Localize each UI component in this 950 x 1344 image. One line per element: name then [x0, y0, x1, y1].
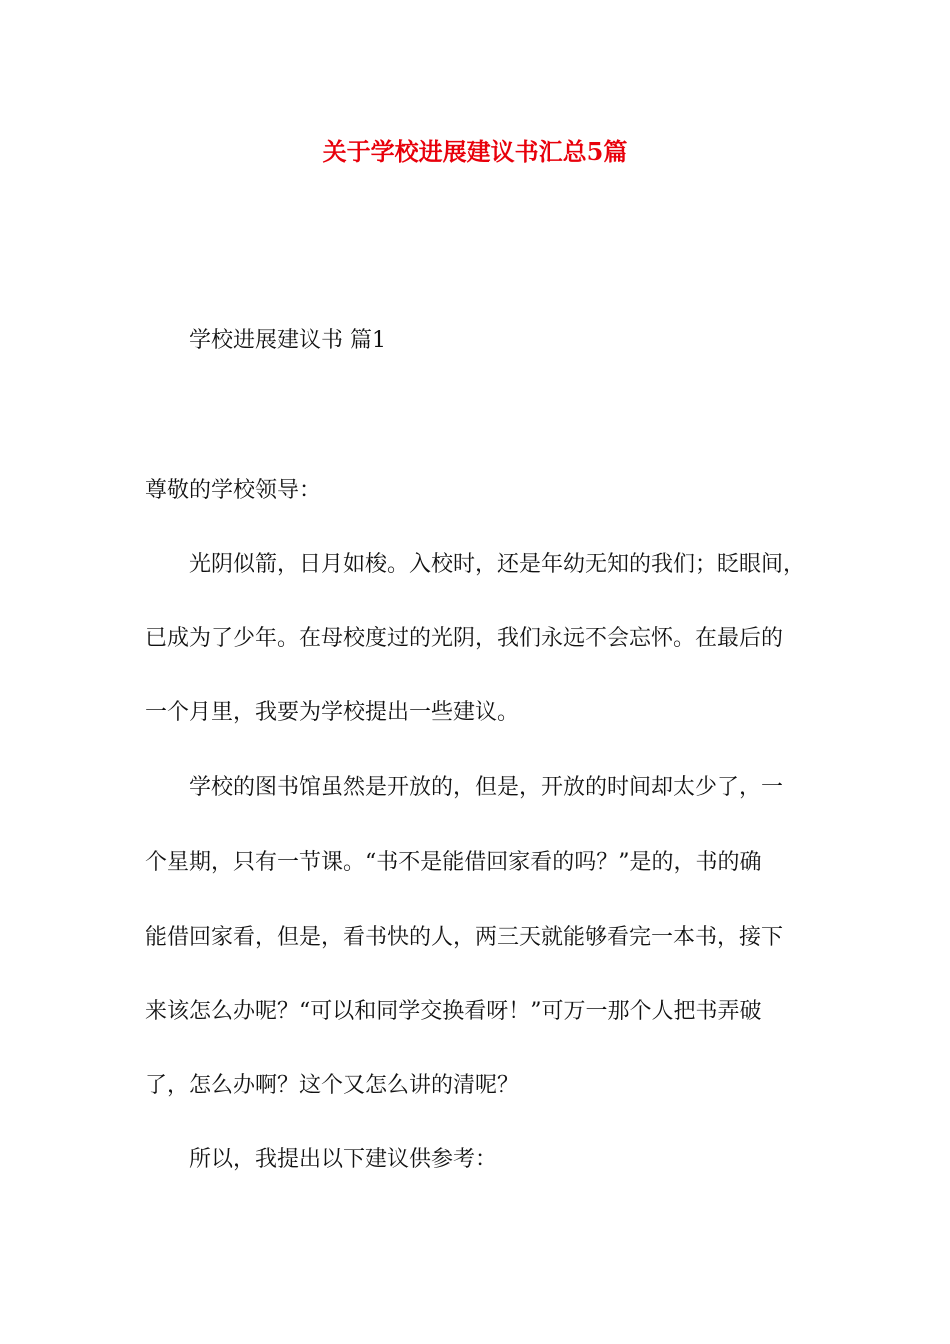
- paragraph-line: 个星期，只有一节课。“书不是能借回家看的吗？”是的，书的确: [145, 850, 762, 875]
- paragraph-line: 能借回家看，但是，看书快的人，两三天就能够看完一本书，接下: [145, 925, 784, 950]
- paragraph-line: 已成为了少年。在母校度过的光阴，我们永远不会忘怀。在最后的: [145, 626, 784, 651]
- paragraph-line: 学校的图书馆虽然是开放的，但是，开放的时间却太少了，一: [189, 775, 784, 800]
- paragraph-line: 了，怎么办啊？这个又怎么讲的清呢？: [145, 1073, 520, 1098]
- paragraph-line: 一个月里，我要为学校提出一些建议。: [145, 700, 520, 725]
- section-heading: 学校进展建议书 篇1: [189, 328, 386, 353]
- greeting: 尊敬的学校领导：: [145, 478, 322, 503]
- paragraph-line: 所以，我提出以下建议供参考：: [189, 1147, 498, 1172]
- document-title: 关于学校进展建议书汇总5篇: [322, 137, 628, 166]
- paragraph-line: 光阴似箭，日月如梭。入校时，还是年幼无知的我们；眨眼间，: [189, 552, 806, 577]
- paragraph-line: 来该怎么办呢？“可以和同学交换看呀！”可万一那个人把书弄破: [145, 999, 762, 1024]
